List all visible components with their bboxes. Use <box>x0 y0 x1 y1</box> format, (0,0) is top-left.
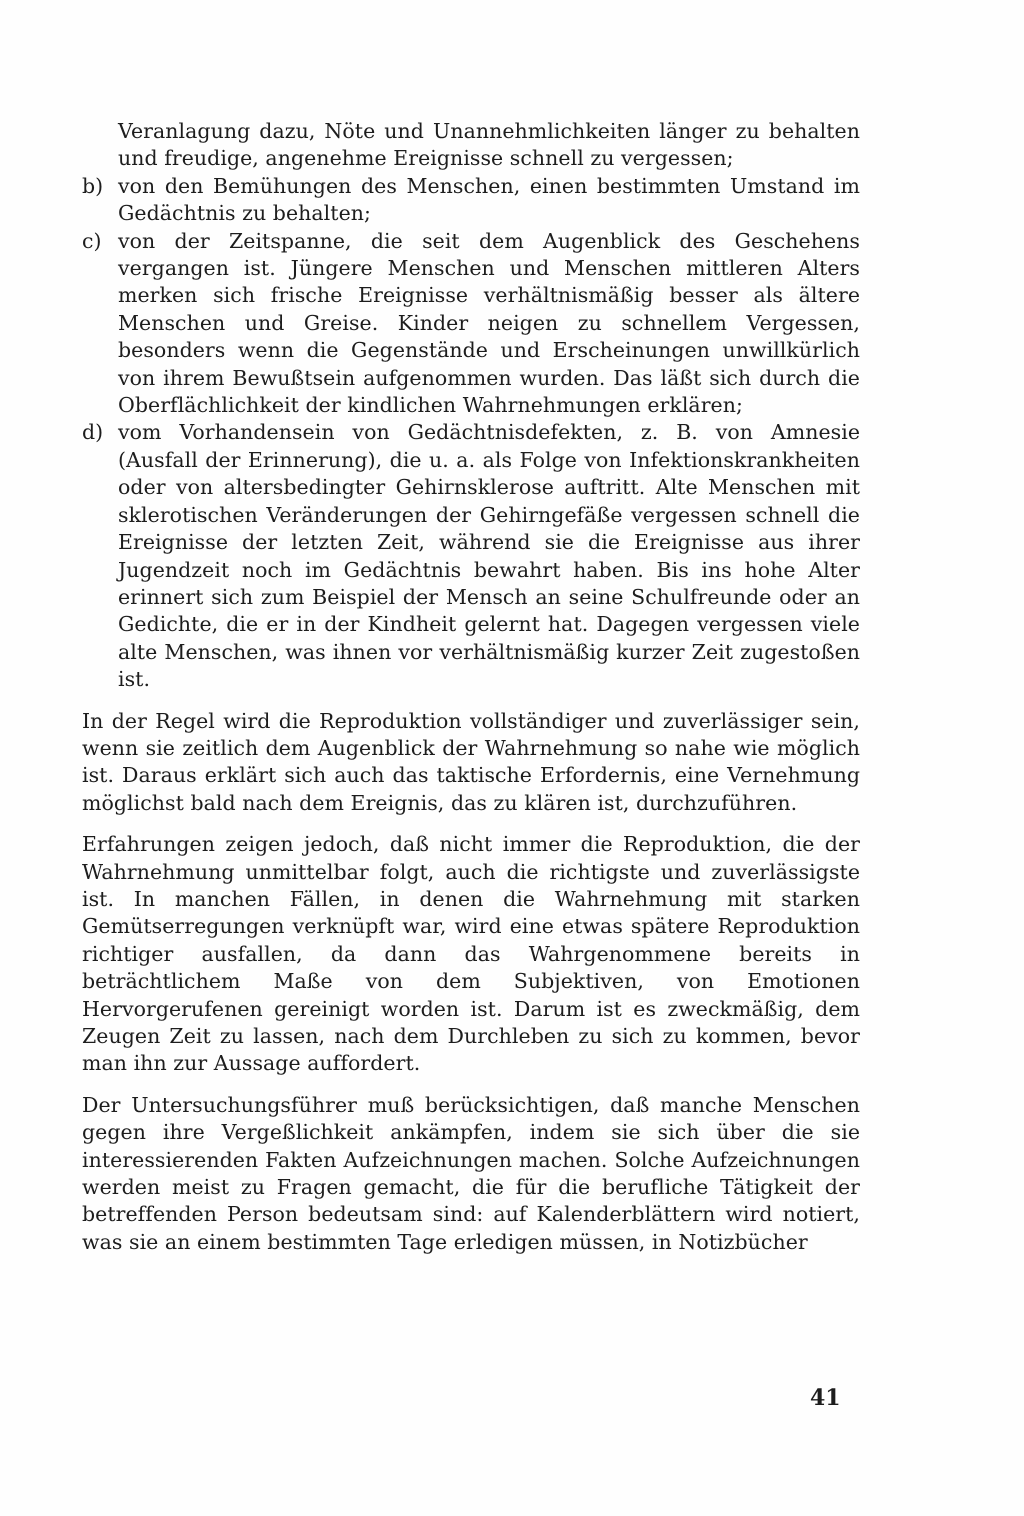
list-item-d <box>82 419 860 693</box>
page-number: 41 <box>810 1385 841 1411</box>
page-body-text <box>82 118 860 1256</box>
list-item-text: Veranlagung dazu, Nöte und Unannehmlichkeiten länger zu behalten und freudige, angenehme Ereignisse schnell zu vergessen; <box>118 119 860 171</box>
list-item-text: von der Zeitspanne, die seit dem Augenblick des Geschehens vergangen ist. Jüngere Menschen und Menschen mittleren Alters merken sich frische Ereignisse verhältnismäßig besser als ältere Menschen und Greise. Kinder neigen zu schnellem Vergessen, besonders wenn die Gegenstände und Erscheinungen unwillkürlich von ihrem Bewußtsein aufgenommen wurden. Das läßt sich durch die Oberflächlichkeit der kindlichen Wahrnehmungen erklären; <box>118 228 860 418</box>
paragraph-spacer <box>82 817 860 831</box>
paragraph-spacer <box>82 1078 860 1092</box>
list-item-text: von den Bemühungen des Menschen, einen bestimmten Umstand im Gedächtnis zu behalten; <box>118 173 860 226</box>
paragraph-spacer <box>82 694 860 708</box>
paragraph-experience: Erfahrungen zeigen jedoch, daß nicht immer die Reproduktion, die der Wahrnehmung unmittelbar folgt, auch die richtigste und zuverlässigste ist. In manchen Fällen, in denen die Wahrnehmung mit starken Gemütserregungen verknüpft war, wird eine etwas spätere Reproduktion richtiger ausfallen, da dann das Wahrgenommene bereits in beträchtlichem Maße von dem Subjektiven, von Emotionen Hervorgerufenen gereinigt worden ist. Darum ist es zweckmäßig, dem Zeugen Zeit zu lassen, nach dem Durchleben zu sich zu kommen, bevor man ihn zur Aussage auffordert. <box>82 832 860 1076</box>
list-marker: b) <box>82 173 104 198</box>
list-item-text: vom Vorhandensein von Gedächtnisdefekten, z. B. von Amnesie (Ausfall der Erinnerung), die u. a. als Folge von Infektionskrankheiten oder von altersbedingter Gehirnsklerose auftritt. Alte Menschen mit sklerotischen Veränderungen der Gehirngefäße vergessen schnell die Ereignisse der letzten Zeit, während sie die Ereignisse aus ihrer Jugendzeit noch im Gedächtnis bewahrt haben. Bis ins hohe Alter erinnert sich zum Beispiel der Mensch an seine Schulfreunde oder an Gedichte, die er in der Kindheit gelernt hat. Dagegen vergessen viele alte Menschen, was ihnen vor verhältnismäßig kurzer Zeit zugestoßen ist. <box>118 420 860 692</box>
list-marker: d) <box>82 420 104 445</box>
paragraph-investigator: Der Untersuchungsführer muß berücksichtigen, daß manche Menschen gegen ihre Vergeßlichkeit ankämpfen, indem sie sich über die sie interessierenden Fakten Aufzeichnungen machen. Solche Aufzeichnungen werden meist zu Fragen gemacht, die für die berufliche Tätigkeit der betreffenden Person bedeutsam sind: auf Kalenderblättern wird notiert, was sie an einem bestimmten Tage erledigen müssen, in Notizbücher <box>82 1092 860 1254</box>
list-item-a-continuation <box>82 118 860 173</box>
list-item-c <box>82 228 860 420</box>
list-item-b <box>82 173 860 228</box>
paragraph-reproduction: In der Regel wird die Reproduktion vollständiger und zuverlässiger sein, wenn sie zeitlich dem Augenblick der Wahrnehmung so nahe wie möglich ist. Daraus erklärt sich auch das taktische Erfordernis, eine Vernehmung möglichst bald nach dem Ereignis, das zu klären ist, durchzuführen. <box>82 708 860 815</box>
list-marker: c) <box>82 228 102 253</box>
